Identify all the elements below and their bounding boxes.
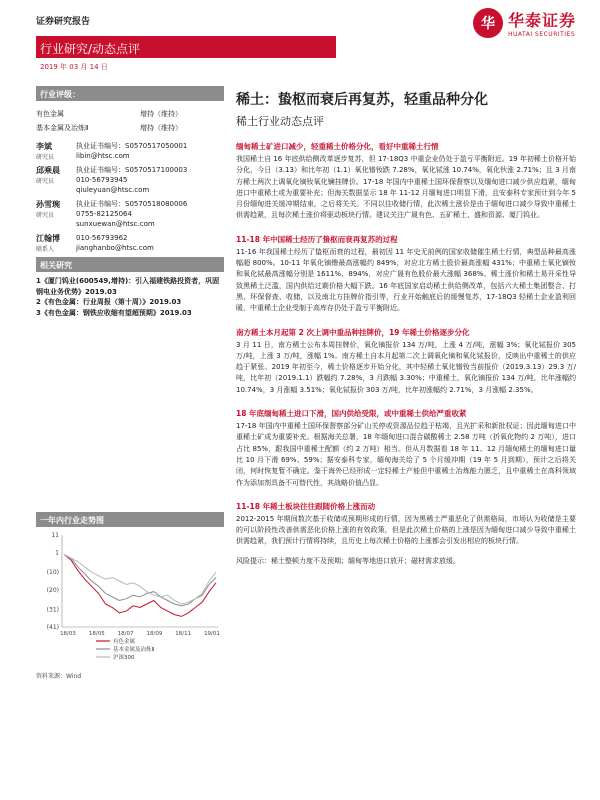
article-body	[236, 86, 576, 567]
brand-logo	[473, 8, 576, 38]
analyst-license: 执业证书编号：S0570517100003	[76, 166, 188, 174]
rating-value: 增持（维持）	[140, 110, 182, 118]
chart-source: 资料来源：Wind	[36, 673, 82, 680]
analyst-email[interactable]: jianghanbo@htsc.com	[76, 244, 154, 252]
section-paragraph: 17-18 年国内中重稀土国环保督察部分矿山关停或资源品位趋于枯竭，且光扩采和新批权证；因此缅甸进口中重稀土矿成为重要补充。根据海关总署，18 年缅甸进口混合碳酸稀土 2.58 万吨（折氧化物约 2 万吨），进口占比 85%，跟我国中重稀土配额（约 2 万吨）相当。但从月数据看 18 年 11、12 月缅甸稀土的缅甸进口量比 10 月下滑 69%、59%；据安泰科专家，缅甸海关给了 5 个月缓冲期（19 年 5 月到期），预计之后将关闭，何时恢复暂不确定。鉴于海外已经形成一定轻稀土产能但中重稀土冶炼能力匮乏，且中重稀土在高科领域作为添加剂具备不可替代性，其战略价值凸显。	[236, 422, 576, 487]
x-tick-label: 18/11	[175, 631, 192, 637]
related-item[interactable]: 2《有色金属：行业周报（第十周）》2019.03	[36, 298, 182, 306]
y-tick-label: (20)	[46, 586, 59, 594]
logo-mark-icon: 华	[473, 8, 503, 38]
section-heading: 11-18 年中国稀土经历了蛰枢而衰再复苏的过程	[236, 234, 398, 244]
legend-label: 有色金属	[113, 639, 136, 645]
analyst-role: 研究员	[36, 154, 55, 161]
related-research	[36, 257, 224, 318]
related-section-title: 相关研究	[36, 257, 224, 272]
left-sidebar	[36, 86, 224, 318]
logo-en-text: HUATAI SECURITIES	[507, 31, 576, 38]
section-paragraph: 我国稀土自 16 年底供给侧改革逐步复苏，但 17-18Q3 中重企业仍处于盈亏平衡附近。19 年初稀土价格开始分化，今日（3.13）和比年初（1.1）氧化镨钕跌 7.28%，氧化铽涨 10.74%，氧化钬涨 2.71%；且 3 月南方稀土两次上调氧化镝钕氧化镧挂牌价。17-18 年国内中重稀土国环保督察以及缅甸进口减少供应趋紧，缅甸进口中重稀土或为重要补充；但海关数据显示 18 年 11-12 月缅甸进口明显下滑，且安泰科专家预计到今年 5 月份缅甸进关缓冲期结束，之后将关关。不同以往收储行情，此次稀土涨价是由于缅甸进口减少导致中重稀土供需趋紧，且每次稀土涨价将驱动板块行情。建议关注广晟有色、五矿稀土、盛和资源、厦门钨业。	[236, 155, 576, 220]
y-tick-label: 1	[55, 549, 59, 557]
y-tick-label: (41)	[46, 624, 59, 631]
x-tick-label: 18/03	[60, 631, 76, 637]
analyst-email[interactable]: sunxuewan@htsc.com	[76, 220, 155, 228]
legend-label: 沪深300	[113, 655, 135, 661]
analyst-name: 李斌	[36, 142, 52, 151]
rating-industry: 基本金属及冶炼Ⅱ	[36, 124, 89, 132]
section-paragraph: 11-16 年我国稀土经历了蛰枢而衰的过程，最初因 11 年史无前例的国家收储催生稀土行情，典型品种最高涨幅超 800%。10-11 年氧化镝镥最高涨幅约 849%，对应北方稀土股价最高涨幅 431%；中重稀土氧化镝钕和氧化铽最高涨幅分别是 1611%、894%，对应广晟有色股价最大涨幅 368%。稀土涨价和稀土易开采性导致黑稀土泛滥，国内供给过剩价格大幅下跌。16 年底国家启动稀土供给侧改革，包括六大稀土集团整合、打黑、环保督查、收储，以及南北方挂牌价指引等，行业开始触底后的缓慢复苏，17-18Q3 轻稀土企业盈利回暖，中重稀土企业受制于高库存仍处于盈亏平衡附近。	[236, 247, 576, 313]
section-heading: 南方稀土本月起第 2 次上调中重品种挂牌价，19 年稀土价格逐步分化	[236, 327, 470, 337]
analyst-role: 研究员	[36, 178, 55, 185]
risk-warning: 风险提示：稀土整顿力度不及预期；缅甸等地进口放开；磁材需求放缓。	[236, 556, 460, 565]
analyst-email[interactable]: libin@htsc.com	[76, 152, 130, 160]
x-tick-label: 18/05	[88, 631, 105, 637]
analyst-role: 研究员	[36, 212, 55, 219]
legend-label: 基本金属及冶炼Ⅱ	[113, 647, 155, 653]
series-line-基本金属及冶炼Ⅱ	[64, 555, 216, 606]
y-tick-label: (31)	[46, 606, 59, 614]
analyst-card	[36, 233, 224, 253]
rating-industry: 有色金属	[36, 110, 64, 118]
section-heading: 18 年底缅甸稀土进口下滑，国内供给受限，或中重稀土供给严重收紧	[236, 409, 467, 419]
performance-chart-section	[36, 512, 224, 680]
related-item[interactable]: 1《厦门钨业(600549,增持)：引入福建铁路投资者，巩固钢电业务优势》2019.03	[36, 277, 220, 296]
analyst-name: 孙雪琬	[36, 200, 60, 209]
analyst-license: 执业证书编号：S0570517050001	[76, 142, 188, 150]
x-tick-label: 18/07	[117, 631, 134, 637]
analyst-license: 执业证书编号：S0570518080006	[76, 200, 188, 208]
logo-cn-text: 华泰证券	[507, 11, 576, 30]
analyst-list	[36, 141, 224, 253]
section-paragraph: 2012-2015 年期间数次基于收储或预期形成的行情，因为黑稀土严重恶化了供需格局，市场认为收储是主要的可以阶段性改善供需恶化价格上涨的有效政策，但是此次稀土价格的上涨是因为缅甸进口减少导致中重稀土供需趋紧，我们预计行情将持续，且历史上每次稀土价格的上涨都会引发出相应的板块行情。	[236, 514, 576, 546]
related-item[interactable]: 3《有色金属：钢铁应收缩有望超预期》2019.03	[36, 308, 192, 317]
y-tick-label: (10)	[46, 569, 59, 577]
article-title: 稀土：蛰枢而衰后再复苏，轻重品种分化	[236, 92, 488, 108]
report-category-banner: 行业研究/动态点评	[36, 36, 336, 58]
series-line-有色金属	[64, 555, 216, 617]
rating-value: 增持（维持）	[140, 124, 182, 132]
rating-row	[36, 107, 224, 121]
analyst-role: 联系人	[36, 246, 55, 253]
analyst-phone: 010-56793945	[76, 176, 128, 184]
x-tick-label: 19/01	[204, 631, 220, 637]
analyst-phone: 0755-82125064	[76, 210, 132, 218]
rating-section-title: 行业评级：	[36, 86, 224, 101]
article-subtitle: 稀土行业动态点评	[236, 115, 324, 128]
analyst-card	[36, 165, 224, 195]
section-paragraph: 3 月 11 日，南方稀土公布本周挂牌价，氧化镝报价 134 万/吨，上涨 4 万/吨，涨幅 3%；氧化铽报价 305 万/吨，上涨 3 万/吨，涨幅 1%。南方稀土自本月起第二次上调氧化镝和氧化铽报价，反映出中重稀土的供应趋于紧张。2019 年初至今，稀土价格逐步开始分化，其中轻稀土氧化镨钕当前报价（2019.3.13）29.3 万/吨，比年初（2019.1.1）跌幅约 7.28%，3 月跌幅 3.30%；中重稀土，氧化镝报价 134 万/吨，比年涨幅约 10.74%，3 月涨幅 3.51%；氧化铽报价 303 万/吨，比年初涨幅约 2.71%，3 月涨幅 2.35%。	[236, 340, 576, 394]
analyst-name: 江翰博	[36, 234, 60, 243]
y-tick-label: 11	[51, 532, 59, 539]
analyst-card	[36, 141, 224, 161]
section-heading: 11-18 年稀土板块往往跟随价格上涨而动	[236, 501, 376, 511]
chart-section-title: 一年内行业走势图	[36, 512, 224, 527]
report-date: 2019 年 03 月 14 日	[40, 63, 108, 71]
rating-table	[36, 107, 224, 135]
analyst-phone: 010-56793962	[76, 234, 128, 242]
section-heading: 缅甸稀土矿进口减少，轻重稀土价格分化，看好中重稀土行情	[236, 142, 439, 151]
performance-line-chart	[36, 529, 224, 669]
doc-type-label: 证券研究报告	[36, 17, 91, 27]
analyst-email[interactable]: qiuleyuan@htsc.com	[76, 186, 150, 194]
rating-row	[36, 121, 224, 135]
analyst-card	[36, 199, 224, 229]
analyst-name: 邱乘晨	[36, 166, 60, 175]
x-tick-label: 18/09	[146, 631, 163, 637]
